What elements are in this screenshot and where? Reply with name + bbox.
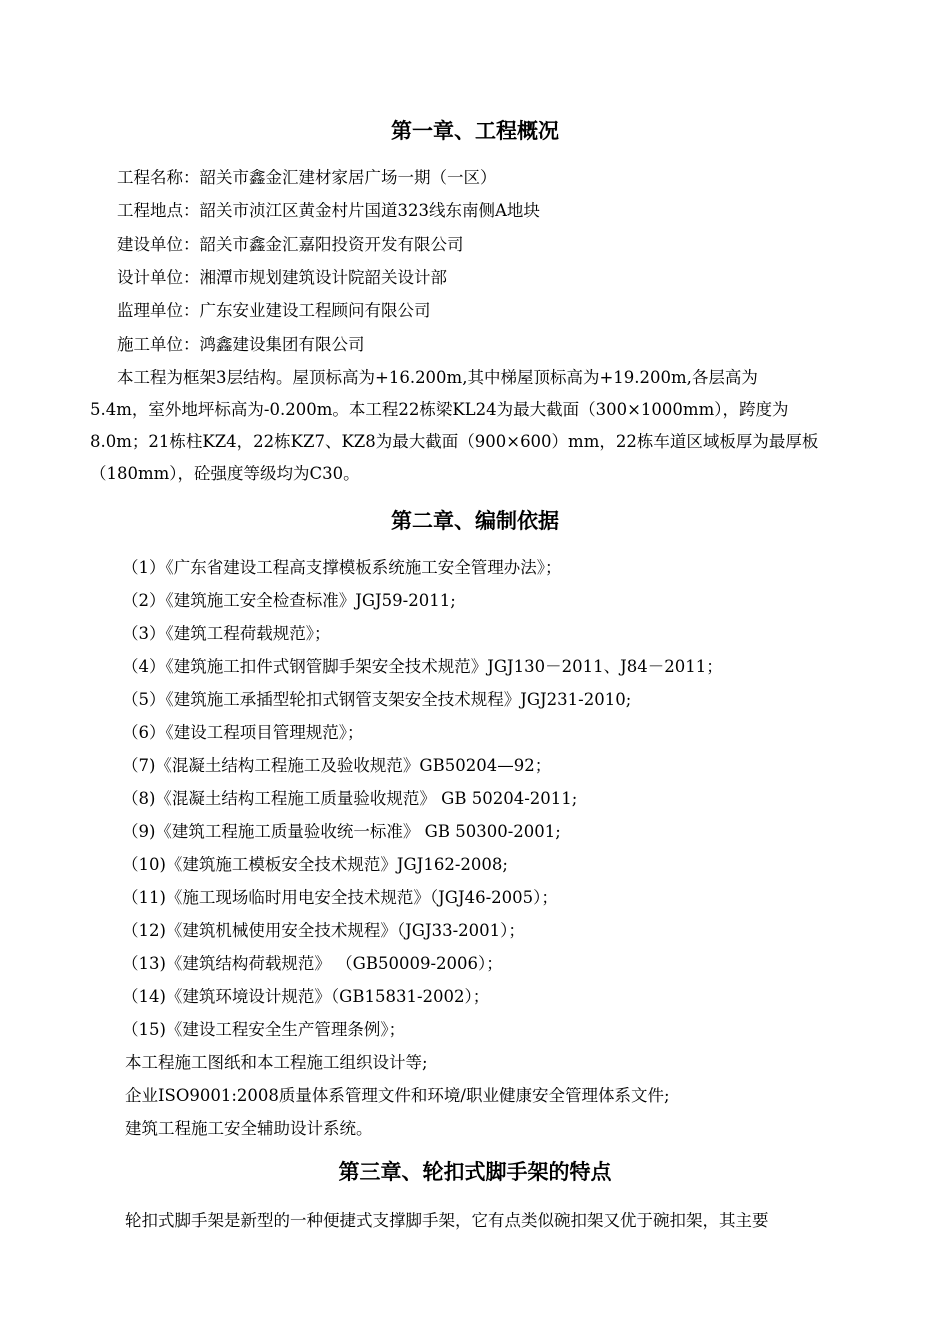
overview-paragraph-line: 5.4m，室外地坪标高为-0.200m。本工程22栋梁KL24为最大截面（300×1000mm），跨度为	[90, 400, 789, 419]
features-paragraph-line: 轮扣式脚手架是新型的一种便捷式支撑脚手架，它有点类似碗扣架又优于碗扣架，其主要	[125, 1211, 769, 1230]
construction-owner: 建设单位：韶关市鑫金汇嘉阳投资开发有限公司	[117, 235, 464, 254]
basis-note: 企业ISO9001:2008质量体系管理文件和环境/职业健康安全管理体系文件;	[125, 1086, 670, 1105]
construction-unit: 施工单位：鸿鑫建设集团有限公司	[117, 335, 365, 354]
project-name: 工程名称：韶关市鑫金汇建材家居广场一期（一区）	[117, 168, 497, 187]
chapter2-title: 第二章、编制依据	[391, 509, 559, 533]
reference-item: （9)《建筑工程施工质量验收统一标准》 GB 50300-2001;	[122, 822, 561, 841]
reference-item: （12)《建筑机械使用安全技术规程》（JGJ33-2001）；	[122, 921, 525, 940]
overview-paragraph-line: 8.0m；21栋柱KZ4，22栋KZ7、KZ8为最大截面（900×600）mm，22栋车道区域板厚为最厚板	[90, 432, 819, 451]
basis-note: 建筑工程施工安全辅助设计系统。	[125, 1119, 373, 1138]
overview-paragraph-line: （180mm），砼强度等级均为C30。	[90, 464, 360, 483]
reference-item: （11)《施工现场临时用电安全技术规范》（JGJ46-2005）；	[122, 888, 558, 907]
reference-item: （5）《建筑施工承插型轮扣式钢管支架安全技术规程》JGJ231-2010;	[122, 690, 632, 709]
reference-item: （7)《混凝土结构工程施工及验收规范》GB50204—92；	[122, 756, 552, 775]
overview-paragraph-line: 本工程为框架3层结构。屋顶标高为+16.200m,其中梯屋顶标高为+19.200m,各层高为	[117, 368, 758, 387]
project-location: 工程地点：韶关市浈江区黄金村片国道323线东南侧A地块	[117, 201, 540, 220]
design-unit: 设计单位：湘潭市规划建筑设计院韶关设计部	[117, 268, 447, 287]
reference-item: （14)《建筑环境设计规范》（GB15831-2002）；	[122, 987, 490, 1006]
reference-item: （3）《建筑工程荷载规范》；	[122, 624, 331, 643]
chapter3-title: 第三章、轮扣式脚手架的特点	[338, 1160, 612, 1184]
reference-item: （10)《建筑施工模板安全技术规范》JGJ162-2008;	[122, 855, 508, 874]
reference-item: （2）《建筑施工安全检查标准》JGJ59-2011;	[122, 591, 456, 610]
reference-item: （4）《建筑施工扣件式钢管脚手架安全技术规范》JGJ130－2011、J84－2011；	[122, 657, 723, 676]
reference-item: （8)《混凝土结构工程施工质量验收规范》 GB 50204-2011;	[122, 789, 578, 808]
supervision-unit: 监理单位：广东安业建设工程顾问有限公司	[117, 301, 431, 320]
reference-item: （15)《建设工程安全生产管理条例》；	[122, 1020, 406, 1039]
reference-item: （1）《广东省建设工程高支撑模板系统施工安全管理办法》；	[122, 558, 562, 577]
reference-item: （6）《建设工程项目管理规范》；	[122, 723, 364, 742]
reference-item: （13)《建筑结构荷载规范》 （GB50009-2006）；	[122, 954, 503, 973]
basis-note: 本工程施工图纸和本工程施工组织设计等;	[125, 1053, 428, 1072]
chapter1-title: 第一章、工程概况	[391, 119, 559, 143]
